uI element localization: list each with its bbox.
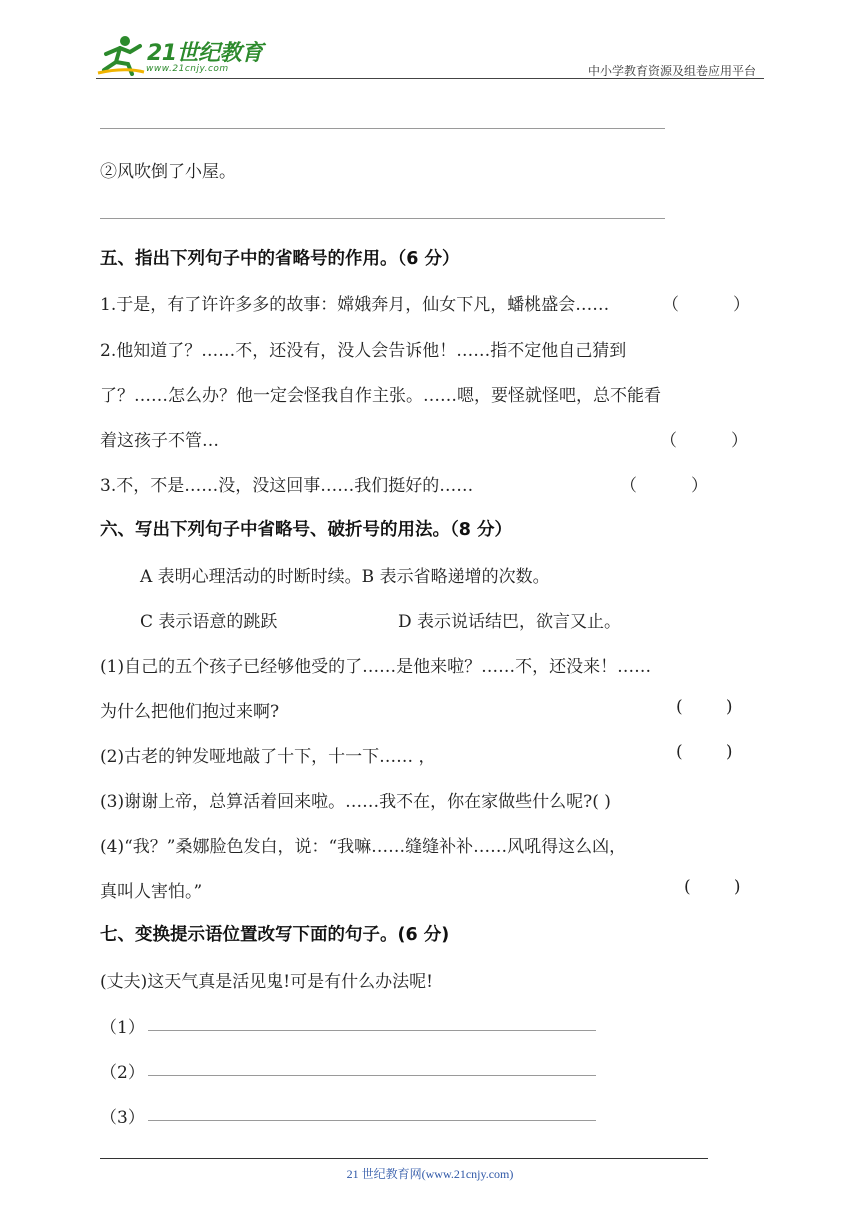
s6-option-a-b: A 表明心理活动的时断时续。B 表示省略递增的次数。 xyxy=(140,567,550,587)
s5-q2-line1: 2.他知道了？……不，还没有，没人会告诉他！……指不定他自己猜到 xyxy=(100,341,627,361)
s6-q1-blank[interactable]: ( ) xyxy=(676,697,733,717)
s6-q4-line1: (4)“我？”桑娜脸色发白，说：“我嘛……缝缝补补……风吼得这么凶， xyxy=(100,837,627,857)
s7-label-2: （2） xyxy=(100,1063,145,1083)
section7-title: 七、变换提示语位置改写下面的句子。(6 分) xyxy=(100,925,450,945)
answer-line[interactable] xyxy=(100,218,665,219)
s6-q3: (3)谢谢上帝，总算活着回来啦。……我不在，你在家做些什么呢?( ) xyxy=(100,792,611,812)
s5-q2-line3: 着这孩子不管… xyxy=(100,431,219,451)
header-divider xyxy=(96,78,764,79)
answer-line[interactable] xyxy=(100,128,665,129)
logo-text: 21世纪教育 xyxy=(147,41,263,66)
s5-q1-blank[interactable]: （ ） xyxy=(662,295,751,315)
s4-item-2: ②风吹倒了小屋。 xyxy=(100,162,236,182)
s6-q1-line2: 为什么把他们抱过来啊? xyxy=(100,702,280,722)
s6-q1-line1: (1)自己的五个孩子已经够他受的了……是他来啦？……不，还没来！…… xyxy=(100,657,652,677)
answer-line-3[interactable] xyxy=(148,1120,596,1121)
s6-q4-line2: 真叫人害怕。” xyxy=(100,882,203,902)
s7-label-3: （3） xyxy=(100,1108,145,1128)
answer-line-2[interactable] xyxy=(148,1075,596,1076)
s5-q2-blank[interactable]: （ ） xyxy=(660,431,749,451)
footer-divider xyxy=(100,1158,708,1159)
s6-option-c: C 表示语意的跳跃 xyxy=(140,612,278,632)
footer-link[interactable]: 21 世纪教育网(www.21cnjy.com) xyxy=(346,1167,514,1181)
section6-title: 六、写出下列句子中省略号、破折号的用法。（8 分） xyxy=(100,520,513,540)
s6-q2-blank[interactable]: ( ) xyxy=(676,742,733,762)
logo-url: www.21cnjy.com xyxy=(146,64,229,74)
s7-sentence: (丈夫)这天气真是活见鬼!可是有什么办法呢! xyxy=(100,972,433,992)
s7-label-1: （1） xyxy=(100,1018,145,1038)
s5-q2-line2: 了？……怎么办？他一定会怪我自作主张。……嗯，要怪就怪吧，总不能看 xyxy=(100,386,661,406)
s6-option-d: D 表示说话结巴，欲言又止。 xyxy=(398,612,622,632)
s5-q1: 1.于是，有了许许多多的故事：嫦娥奔月，仙女下凡，蟠桃盛会…… xyxy=(100,295,610,315)
s6-q4-blank[interactable]: ( ) xyxy=(684,877,741,897)
section5-title: 五、指出下列句子中的省略号的作用。（6 分） xyxy=(100,249,460,269)
platform-name: 中小学教育资源及组卷应用平台 xyxy=(587,64,756,78)
s5-q3: 3.不，不是……没，没这回事……我们挺好的…… xyxy=(100,476,474,496)
s5-q3-blank[interactable]: （ ） xyxy=(620,476,709,496)
answer-line-1[interactable] xyxy=(148,1030,596,1031)
s6-q2: (2)古老的钟发哑地敲了十下，十一下…… ， xyxy=(100,747,436,767)
